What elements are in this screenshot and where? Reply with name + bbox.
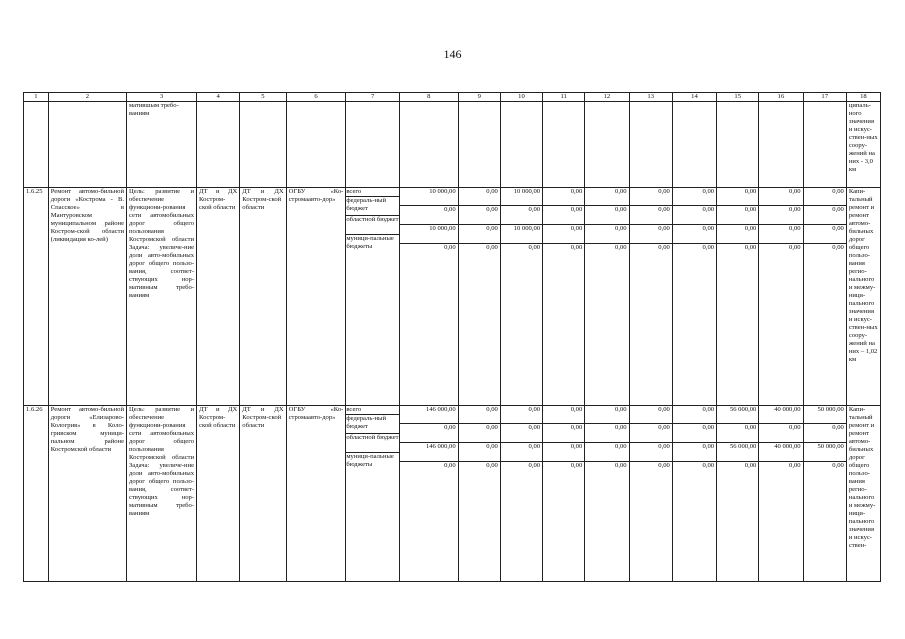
table-row: [24, 188, 881, 406]
fund-label: областной бюджет: [346, 216, 400, 235]
col-header: 16: [759, 93, 803, 102]
row-number: 1.6.26: [24, 406, 49, 582]
continuation-row: [24, 102, 881, 188]
col-header: 7: [346, 93, 400, 102]
table-row: [24, 406, 881, 582]
column-number-row: [24, 93, 881, 102]
value-cell: 40 000,00 0,00 40 000,00 0,00: [759, 406, 803, 582]
value-cell: 0,00 0,00 0,00 0,00: [543, 188, 585, 406]
col-header: 3: [127, 93, 197, 102]
col-header: 14: [672, 93, 716, 102]
expected-result: Капи-тальный ремонт и ремонт автомо-бильных дорог общего пользо-вания регио-нального и межму-ници-пального значения и искус-ствен-: [846, 406, 880, 582]
fund-label: всего: [346, 188, 400, 197]
fund-label: федераль-ный бюджет: [346, 415, 400, 434]
col-header: 15: [717, 93, 759, 102]
col-header: 13: [629, 93, 672, 102]
col-header: 9: [458, 93, 500, 102]
value-cell: 0,00 0,00 0,00 0,00: [585, 406, 629, 582]
responsible: ДТ и ДХ Костром-ской области: [240, 406, 286, 582]
value-cell: 50 000,00 0,00 50 000,00 0,00: [803, 406, 846, 582]
value-cell: 10 000,00 0,00 10 000,00 0,00: [500, 188, 542, 406]
col-header: 18: [846, 93, 880, 102]
col-header: 10: [500, 93, 542, 102]
event-name: Ремонт автомо-бильной дороги «Елизарово-Кологрив» в Коло-гривском муници-пальном районе Костромской области: [48, 406, 126, 582]
executor: ОГБУ «Ко-стромаавто-дор»: [286, 188, 346, 406]
funding-sources: [346, 188, 400, 406]
col-header: 5: [240, 93, 286, 102]
continuation-goal: матившым требо-ваниям: [127, 102, 197, 188]
value-cell: 0,00 0,00 0,00 0,00: [629, 406, 672, 582]
col-header: 1: [24, 93, 49, 102]
event-name: Ремонт автомо-бильной дороги «Кострома - В. Спасское» в Мантуровском муниципальном районе Костром-ской области (ликвидация ко-лей): [48, 188, 126, 406]
budget-table: [23, 92, 881, 582]
row-number: 1.6.25: [24, 188, 49, 406]
fund-label: всего: [346, 406, 400, 415]
goal-task: Цель: развитие и обеспечение функциони-рования сети автомобильных дорог общего пользования Костромской области Задача: увеличе-ние доли авто-мобильных дорог общего пользо-вания, соответ-ствующих нор-мативным требо-ваниям: [127, 188, 197, 406]
col-header: 11: [543, 93, 585, 102]
fund-label: областной бюджет: [346, 434, 400, 453]
value-cell: 0,00 0,00 0,00 0,00: [500, 406, 542, 582]
fund-label: муници-пальные бюджеты: [346, 453, 394, 468]
value-cell: 0,00 0,00 0,00 0,00: [759, 188, 803, 406]
fund-label: муници-пальные бюджеты: [346, 235, 394, 250]
funding-sources: [346, 406, 400, 582]
value-cell: 10 000,00 0,00 10 000,00 0,00: [399, 188, 458, 406]
value-cell: 0,00 0,00 0,00 0,00: [458, 406, 500, 582]
value-cell: 0,00 0,00 0,00 0,00: [629, 188, 672, 406]
expected-result: Капи-тальный ремонт и ремонт автомо-бильных дорог общего пользо-вания регио-нального и межму-ници-пального значения и искус-ствен-ных соору-жений на них – 1,02 км: [846, 188, 880, 406]
continuation-result: ципаль-ного значения и искус-ствен-ных соору-жений на них - 3,0 км: [846, 102, 880, 188]
col-header: 17: [803, 93, 846, 102]
col-header: 8: [399, 93, 458, 102]
fund-label: федераль-ный бюджет: [346, 197, 400, 216]
value-cell: 146 000,00 0,00 146 000,00 0,00: [399, 406, 458, 582]
value-cell: 0,00 0,00 0,00 0,00: [543, 406, 585, 582]
customer: ДТ и ДХ Костром-ской области: [197, 188, 240, 406]
value-cell: 0,00 0,00 0,00 0,00: [458, 188, 500, 406]
customer: ДТ и ДХ Костром-ской области: [197, 406, 240, 582]
value-cell: 56 000,00 0,00 56 000,00 0,00: [717, 406, 759, 582]
col-header: 6: [286, 93, 346, 102]
value-cell: 0,00 0,00 0,00 0,00: [672, 188, 716, 406]
col-header: 4: [197, 93, 240, 102]
col-header: 12: [585, 93, 629, 102]
page-number: 146: [443, 47, 462, 61]
col-header: 2: [48, 93, 126, 102]
value-cell: 0,00 0,00 0,00 0,00: [717, 188, 759, 406]
executor: ОГБУ «Ко-стромаавто-дор»: [286, 406, 346, 582]
responsible: ДТ и ДХ Костром-ской области: [240, 188, 286, 406]
value-cell: 0,00 0,00 0,00 0,00: [672, 406, 716, 582]
value-cell: 0,00 0,00 0,00 0,00: [585, 188, 629, 406]
value-cell: 0,00 0,00 0,00 0,00: [803, 188, 846, 406]
goal-task: Цель: развитие и обеспечение функциони-рования сети автомобильных дорог общего пользования Костромской области Задача: увеличе-ние доли авто-мобильных дорог общего пользо-вания, соответ-ствующих нор-мативным требо-ваниям: [127, 406, 197, 582]
